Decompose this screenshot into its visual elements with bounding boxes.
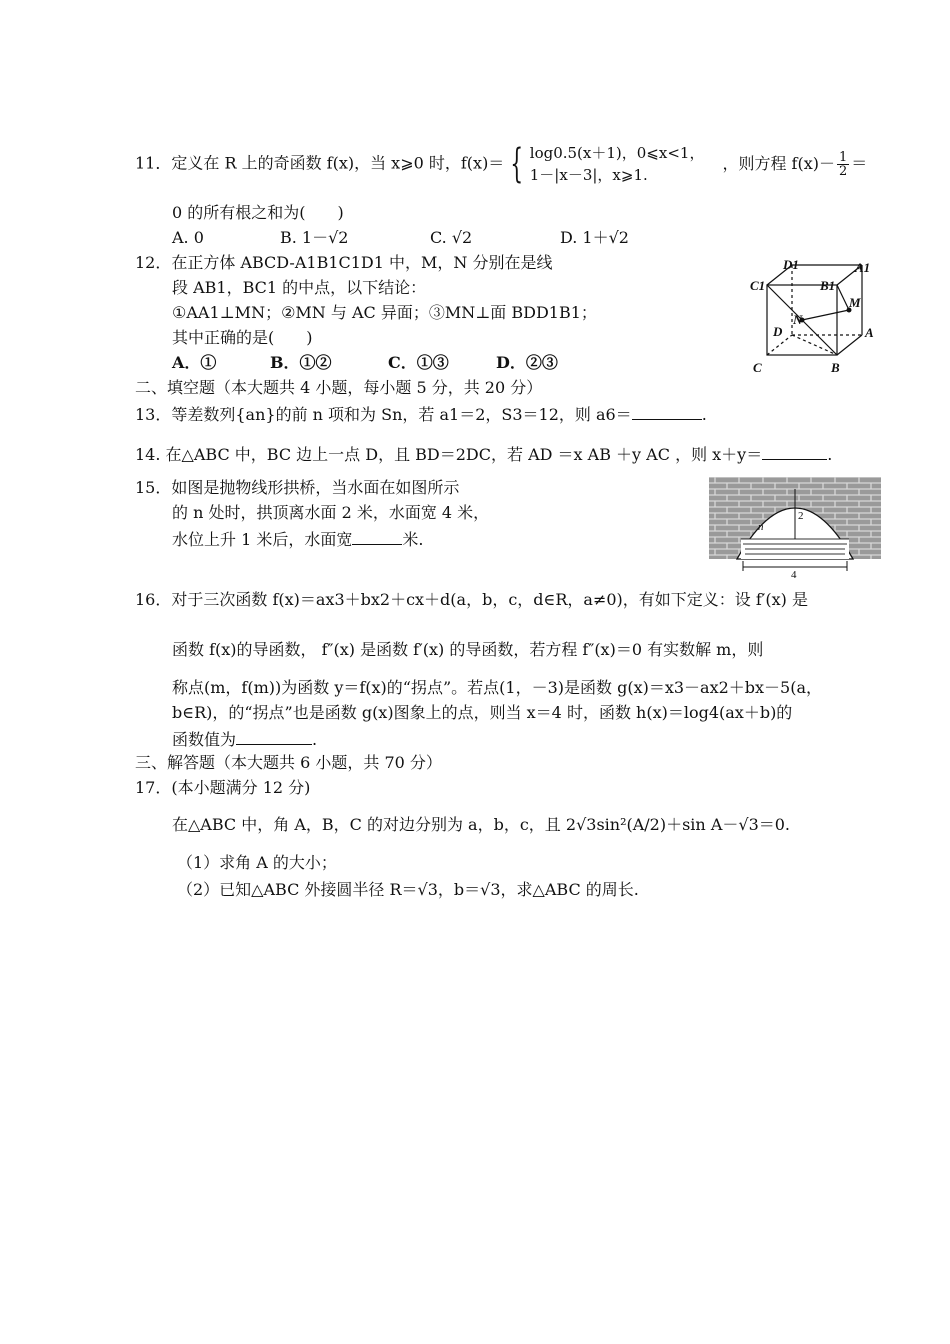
cube-label-n: N (793, 312, 803, 327)
q15-blank (352, 528, 402, 545)
q17-line2: 在△ABC 中，角 A，B，C 的对边分别为 a，b，c，且 2√3sin²(A/2)＋sin A－√3＝0. (172, 815, 791, 834)
bridge-label-n: n (758, 521, 764, 533)
q16-line4: b∈R)，的“拐点”也是函数 g(x)图象上的点，则当 x＝4 时，函数 h(x)＝log4(ax＋b)的 (172, 703, 793, 722)
q16-line5-end: . (312, 730, 318, 749)
cube-label-m: M (849, 295, 861, 310)
cube-label-b: B (831, 360, 840, 375)
q11-option-d: D. 1＋√2 (560, 228, 629, 247)
q15-line3-end: 米. (402, 530, 424, 549)
q17-part2: （2）已知△ABC 外接圆半径 R＝√3，b＝√3，求△ABC 的周长. (177, 880, 639, 899)
q16-line3: 称点(m，f(m))为函数 y＝f(x)的“拐点”。若点(1，－3)是函数 g(x)＝x3－ax2＋bx－5(a， (172, 678, 823, 697)
q16-line5-text: 函数值为 (172, 730, 237, 749)
q13-text: 13．等差数列{an}的前 n 项和为 Sn，若 a1＝2，S3＝12，则 a6＝ (135, 405, 632, 424)
q17-part1: （1）求角 A 的大小； (177, 853, 337, 872)
q11-line2: 0 的所有根之和为( ) (172, 203, 344, 222)
bridge-label-width: 4 (791, 569, 797, 581)
q11-case1: log0.5(x＋1)，0⩽x<1， (529, 144, 705, 162)
cube-figure (745, 255, 885, 380)
q11-half-num: 1 (838, 149, 848, 165)
cube-label-a: A (865, 325, 874, 340)
q16-blank (236, 728, 312, 745)
q12-option-b: B．①② (270, 353, 332, 372)
q12-option-c: C．①③ (388, 353, 449, 372)
q11-line1 (135, 141, 868, 187)
q14-blank (762, 443, 827, 460)
q12-line2: 段 AB1，BC1 的中点，以下结论： (172, 278, 427, 297)
q11-half (837, 151, 849, 178)
piecewise-brace: { (510, 141, 524, 187)
q12-option-d: D．②③ (496, 353, 558, 372)
q11-case2: 1－|x－3|，x⩾1. (529, 166, 648, 184)
q12-line3: ①AA1⊥MN；②MN 与 AC 异面；③MN⊥面 BDD1B1； (172, 303, 597, 322)
q14-line (135, 443, 832, 465)
q15-line2: 的 n 处时，拱顶离水面 2 米，水面宽 4 米， (172, 503, 490, 522)
cube-label-b1: B1 (820, 278, 836, 293)
q11-option-b: B. 1－√2 (280, 228, 349, 247)
q14-end: . (827, 445, 833, 464)
q11-option-c: C. √2 (430, 228, 473, 247)
q11-eq: ＝ (851, 153, 868, 173)
q11-tail: ，则方程 f(x)－ (722, 153, 835, 173)
section3-heading: 三、解答题（本大题共 6 小题，共 70 分） (135, 753, 442, 772)
q14-text: 14. 在△ABC 中，BC 边上一点 D，且 BD＝2DC，若 AD ＝x AB ＋y AC ，则 x＋y＝ (135, 445, 763, 464)
q17-line1: 17．(本小题满分 12 分) (135, 778, 311, 797)
bridge-figure (709, 477, 881, 581)
q11-text: 11．定义在 R 上的奇函数 f(x)，当 x⩾0 时，f(x)＝ (135, 153, 505, 173)
cube-label-c1: C1 (750, 278, 766, 293)
q13-end: . (701, 405, 707, 424)
cube-label-c: C (753, 360, 762, 375)
q12-option-a: A．① (172, 353, 217, 372)
q15-line1: 15．如图是抛物线形拱桥，当水面在如图所示 (135, 478, 460, 497)
q16-line1: 16．对于三次函数 f(x)＝ax3＋bx2＋cx＋d(a，b，c，d∈R，a≠0)，有如下定义：设 f′(x) 是 (135, 590, 809, 609)
q12-line4: 其中正确的是( ) (172, 328, 313, 347)
q11-half-den: 2 (838, 163, 848, 179)
q11-option-a: A. 0 (172, 228, 204, 247)
q15-line3 (172, 528, 423, 550)
q13-blank (632, 403, 702, 420)
q12-line1: 12．在正方体 ABCD-A1B1C1D1 中，M，N 分别在是线 (135, 253, 553, 272)
cube-label-d1: D1 (783, 257, 799, 272)
q16-line2: 函数 f(x)的导函数， f″(x) 是函数 f′(x) 的导函数，若方程 f″(x)＝0 有实数解 m，则 (172, 640, 764, 659)
q13-line (135, 403, 707, 425)
q16-line5 (172, 728, 317, 750)
q15-line3-text: 水位上升 1 米后，水面宽 (172, 530, 353, 549)
section2-heading: 二、填空题（本大题共 4 小题，每小题 5 分，共 20 分） (135, 378, 543, 397)
piecewise-cases (530, 142, 705, 186)
cube-label-d: D (773, 324, 783, 339)
cube-label-a1: A1 (855, 260, 871, 275)
bridge-label-height: 2 (798, 510, 804, 522)
